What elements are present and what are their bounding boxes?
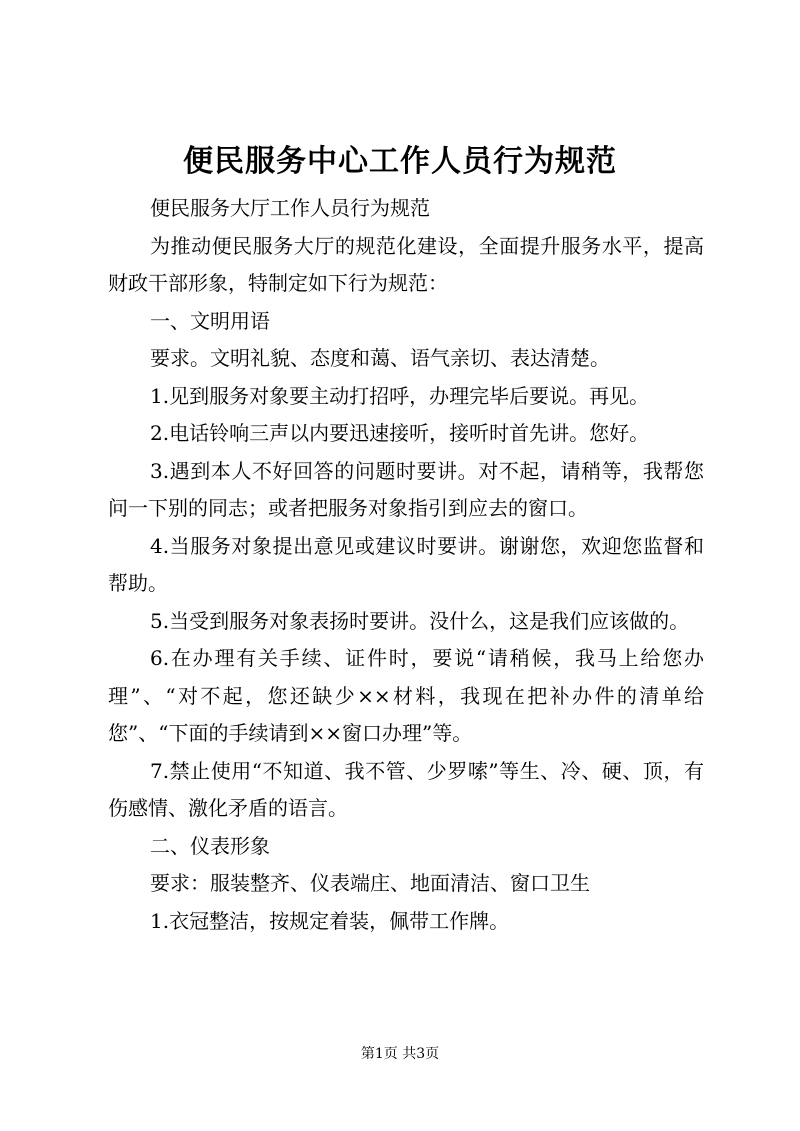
list-item: 2.电话铃响三声以内要迅速接听，接听时首先讲。您好。 bbox=[150, 421, 650, 445]
list-item: 6.在办理有关手续、证件时，要说“请稍候，我马上给您办理”、“对不起，您还缺少××材料，我现在把补办件的清单给您”、“下面的手续请到××窗口办理”等。 bbox=[108, 646, 704, 745]
paragraph-requirement: 要求：服装整齐、仪表端庄、地面清洁、窗口卫生 bbox=[150, 871, 590, 895]
paragraph-requirement: 要求。文明礼貌、态度和蔼、语气亲切、表达清楚。 bbox=[150, 346, 610, 370]
paragraph-subtitle: 便民服务大厅工作人员行为规范 bbox=[150, 196, 430, 220]
document-title: 便民服务中心工作人员行为规范 bbox=[183, 144, 617, 179]
section-heading-polite-language: 一、文明用语 bbox=[150, 308, 270, 333]
list-item: 7.禁止使用“不知道、我不管、少罗嗦”等生、冷、硬、顶，有伤感情、激化矛盾的语言。 bbox=[108, 758, 704, 820]
list-item: 1.见到服务对象要主动打招呼，办理完毕后要说。再见。 bbox=[150, 383, 650, 408]
list-item: 5.当受到服务对象表扬时要讲。没什么，这是我们应该做的。 bbox=[150, 608, 690, 633]
section-heading-appearance: 二、仪表形象 bbox=[150, 833, 270, 858]
list-item: 3.遇到本人不好回答的问题时要讲。对不起，请稍等，我帮您问一下别的同志；或者把服务对象指引到应去的窗口。 bbox=[108, 458, 704, 520]
document-body bbox=[108, 190, 704, 940]
list-item: 1.衣冠整洁，按规定着装，佩带工作牌。 bbox=[150, 908, 510, 933]
paragraph-intro: 为推动便民服务大厅的规范化建设，全面提升服务水平，提高财政干部形象，特制定如下行为规范： bbox=[108, 233, 704, 295]
page-number: 第1页 共3页 bbox=[360, 1046, 440, 1062]
list-item: 4.当服务对象提出意见或建议时要讲。谢谢您，欢迎您监督和帮助。 bbox=[108, 533, 704, 595]
